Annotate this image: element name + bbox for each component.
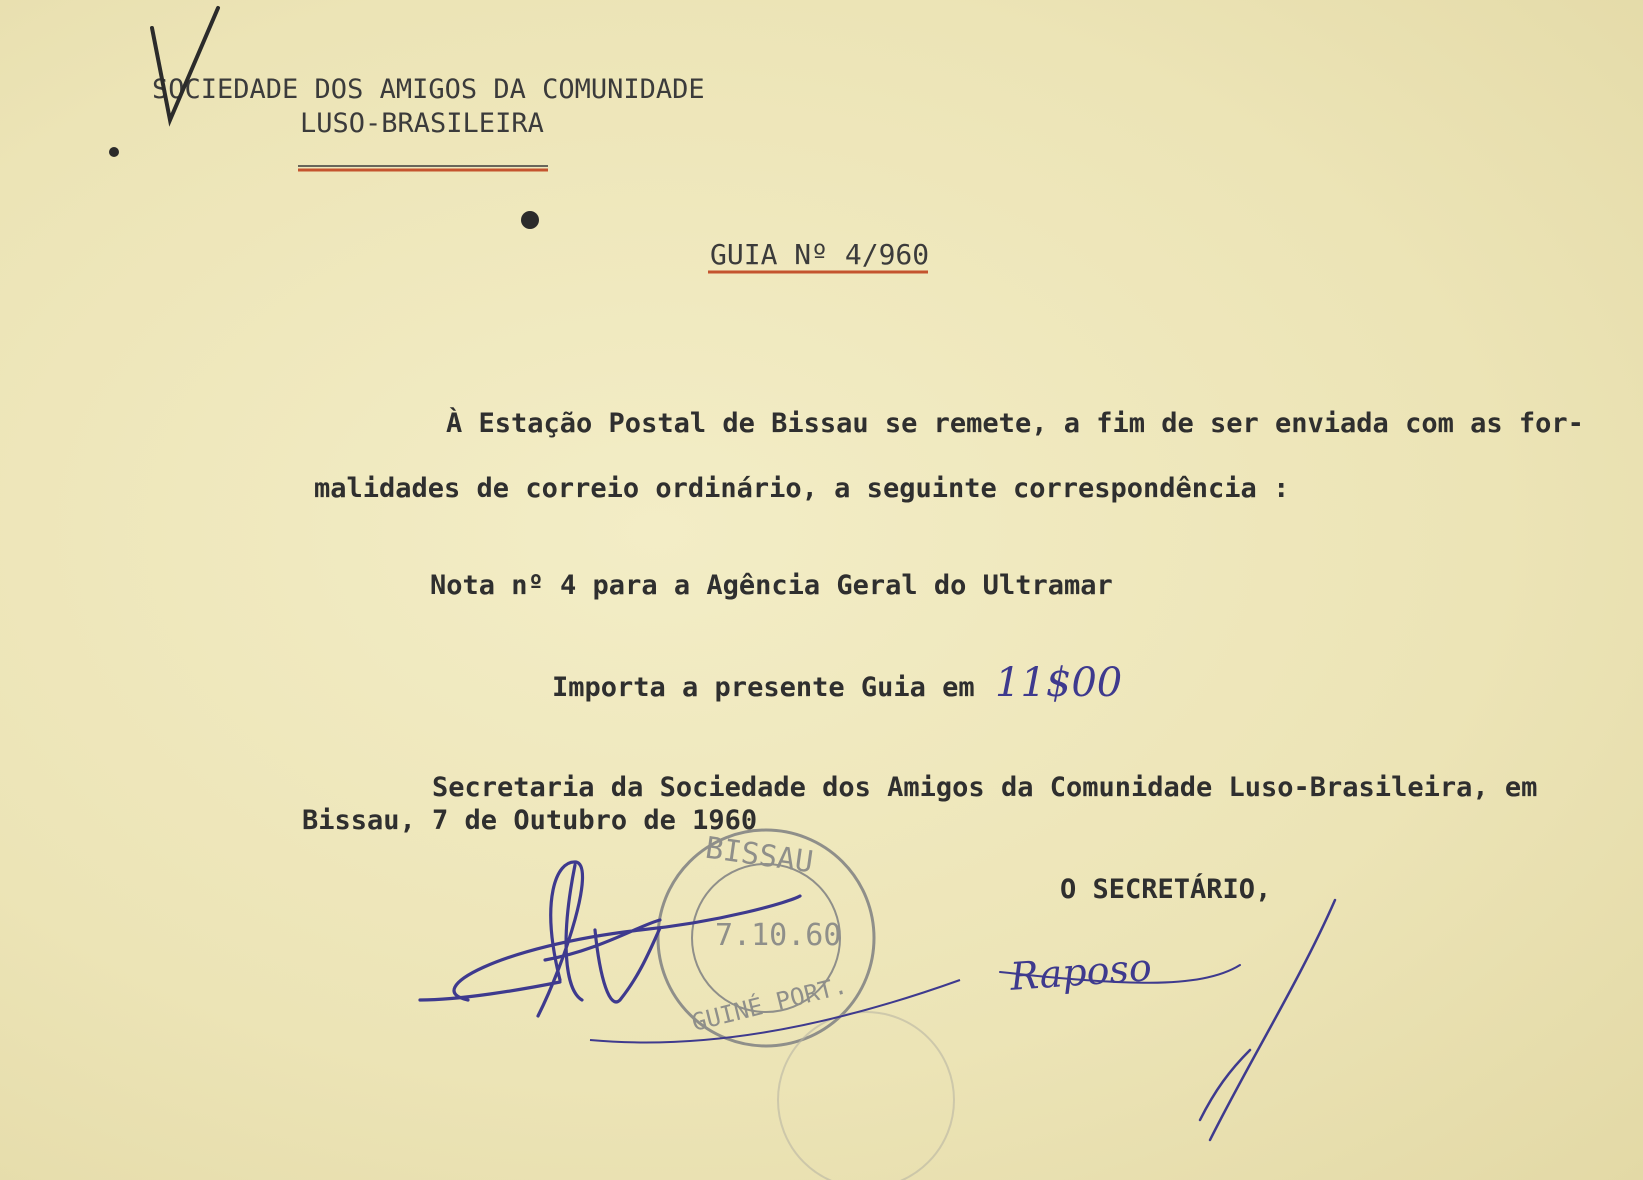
pencil-check-mark bbox=[152, 8, 218, 120]
document-title: GUIA Nº 4/960 bbox=[710, 238, 930, 271]
secretary-role: O SECRETÁRIO, bbox=[1060, 874, 1272, 905]
ink-dot bbox=[521, 211, 539, 229]
right-signature-strokes bbox=[1200, 900, 1335, 1140]
left-signature bbox=[420, 862, 800, 1016]
body-paragraph-line-2: malidades de correio ordinário, a seguinte correspondência : bbox=[314, 473, 1290, 504]
body-paragraph-line-1: À Estação Postal de Bissau se remete, a fim de ser enviada com as for- bbox=[446, 408, 1584, 439]
faint-stamp-ring bbox=[778, 1012, 954, 1180]
closing-line-2: Bissau, 7 de Outubro de 1960 bbox=[302, 805, 758, 836]
postmark-inner-ring bbox=[692, 864, 840, 1012]
postmark-top-text: BISSAU bbox=[703, 830, 816, 881]
closing-line-1: Secretaria da Sociedade dos Amigos da Comunidade Luso-Brasileira, em bbox=[432, 772, 1538, 803]
postmark-outer-ring bbox=[658, 830, 874, 1046]
letterhead-line-2: LUSO-BRASILEIRA bbox=[300, 108, 544, 139]
postmark-date: 7.10.60 bbox=[715, 918, 842, 953]
nota-line: Nota nº 4 para a Agência Geral do Ultramar bbox=[430, 570, 1113, 601]
postmark-bottom-text: GUINÉ PORT. bbox=[688, 971, 850, 1037]
importa-label: Importa a presente Guia em bbox=[552, 672, 975, 703]
ink-dot bbox=[109, 147, 119, 157]
secretary-name-handwritten: Raposo bbox=[1008, 945, 1154, 999]
importa-amount-handwritten: 11$00 bbox=[995, 660, 1123, 706]
letterhead-line-1: SOCIEDADE DOS AMIGOS DA COMUNIDADE bbox=[152, 74, 705, 105]
